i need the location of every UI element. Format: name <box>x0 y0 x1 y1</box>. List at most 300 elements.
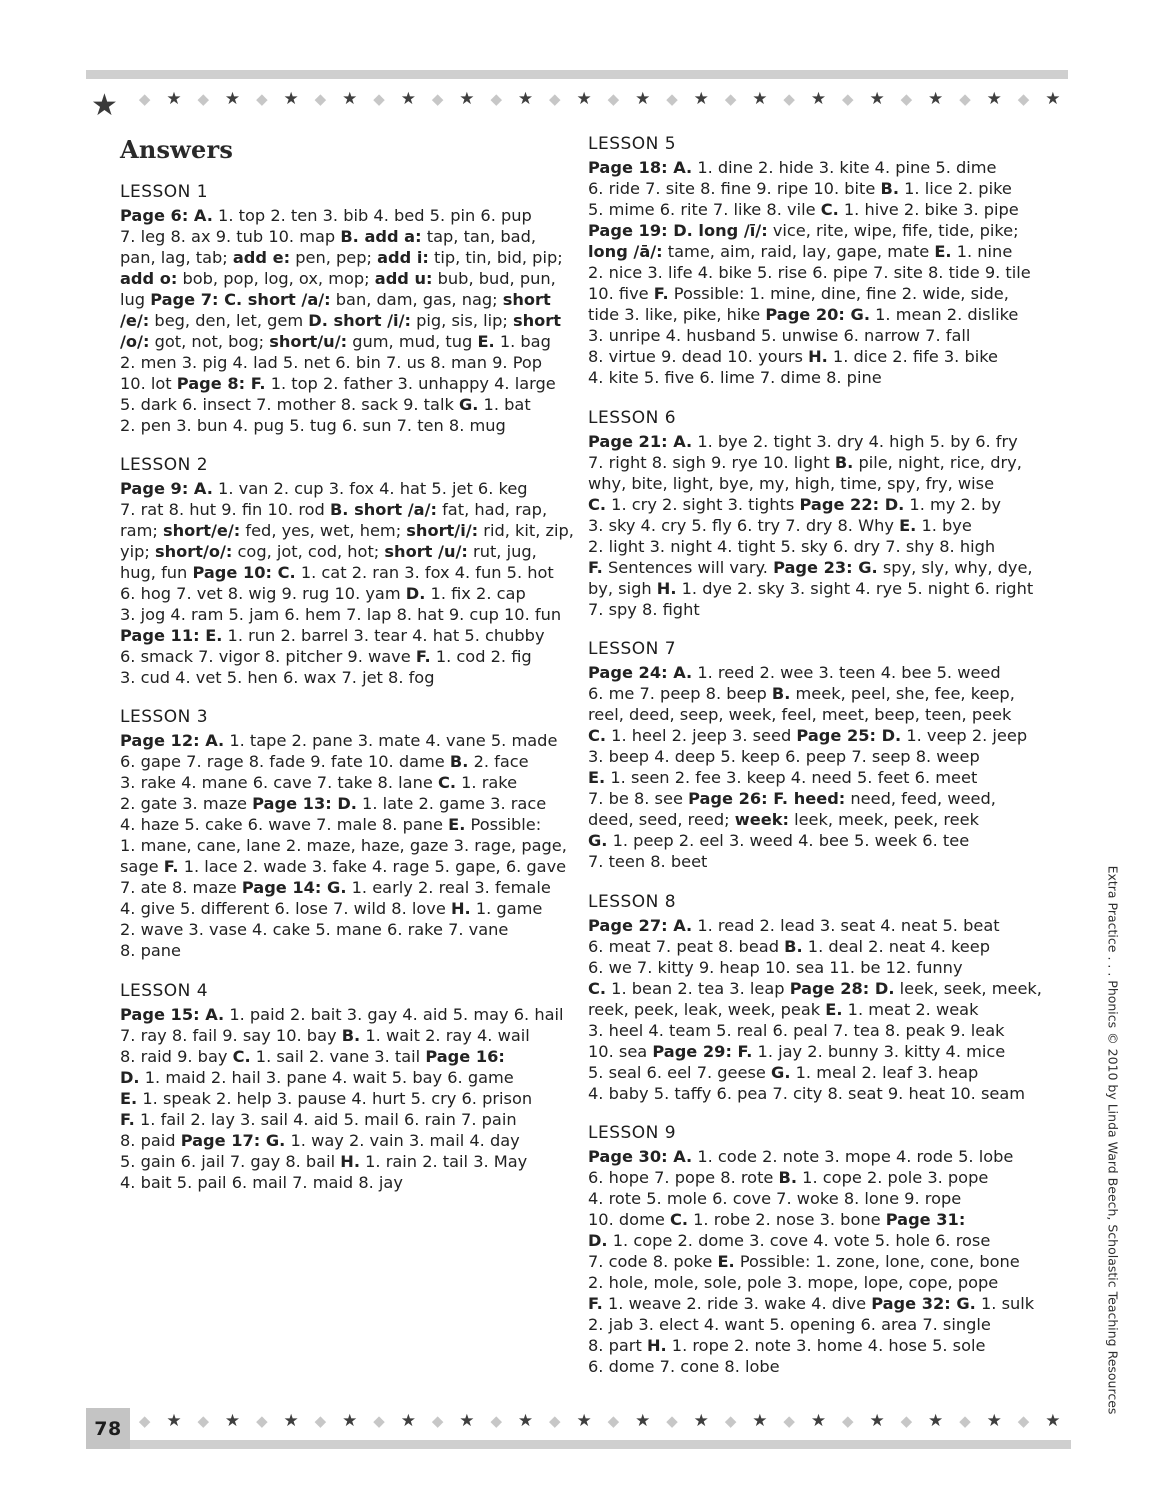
answer-label: Page 26: F. heed: <box>688 789 846 809</box>
diamond-icon: ◆ <box>490 90 502 108</box>
answer-line <box>588 1188 1058 1209</box>
lesson-8-section <box>588 891 1058 1104</box>
answer-label: short/i/: <box>406 521 479 541</box>
answer-label: H. <box>808 347 828 367</box>
answer-line <box>588 999 1058 1020</box>
star-icon: ★ <box>869 89 885 109</box>
diamond-icon: ◆ <box>549 90 561 108</box>
answer-text: fat, had, rap, <box>436 500 548 520</box>
answer-label: E. <box>717 1252 735 1272</box>
page-number-box <box>86 1408 130 1449</box>
answer-text: 1. veep 2. jeep <box>901 726 1028 746</box>
answer-line <box>588 915 1058 936</box>
answer-text: 6. ride 7. site 8. fine 9. ripe 10. bite <box>588 179 881 199</box>
answer-line <box>588 936 1058 957</box>
answer-text: 7. right 8. sigh 9. rye 10. light <box>588 453 835 473</box>
diamond-icon: ◆ <box>373 1412 385 1430</box>
answer-line <box>588 325 1058 346</box>
page-number: 78 <box>94 1417 122 1440</box>
star-icon: ★ <box>283 89 299 109</box>
answer-line <box>120 856 590 877</box>
answer-text: 1. rake <box>455 773 518 793</box>
answer-label: Page 32: G. <box>871 1294 976 1314</box>
answer-text: 1. cod 2. fig <box>430 647 532 667</box>
star-icon: ★ <box>752 89 768 109</box>
answer-text: 4. baby 5. taffy 6. pea 7. city 8. seat 9. heat 10. seam <box>588 1084 1026 1104</box>
answer-label: Page 19: D. long /ī/: <box>588 221 768 241</box>
answer-line <box>588 199 1058 220</box>
answer-text: 1. cat 2. ran 3. fox 4. fun 5. hot <box>295 563 554 583</box>
lesson-heading: LESSON 4 <box>120 981 209 1001</box>
answer-text: pen, pep; <box>290 248 378 268</box>
answer-text: fed, yes, wet, hem; <box>240 521 407 541</box>
star-icon: ★ <box>400 89 416 109</box>
diamond-icon: ◆ <box>549 1412 561 1430</box>
answer-label: E. <box>588 768 606 788</box>
star-icon: ★ <box>400 1411 416 1431</box>
answer-line <box>120 646 590 667</box>
answer-text: 1. rope 2. note 3. home 4. hose 5. sole <box>666 1336 986 1356</box>
answer-label: D. <box>120 1068 140 1088</box>
answer-text: 1. maid 2. hail 3. pane 4. wait 5. bay 6. game <box>139 1068 514 1088</box>
star-icon: ★ <box>459 1411 475 1431</box>
answer-line <box>588 452 1058 473</box>
answer-text: 1. sulk <box>975 1294 1035 1314</box>
lesson-9-section <box>588 1122 1058 1378</box>
answer-label: add i: <box>377 248 429 268</box>
answer-line <box>120 877 590 898</box>
answer-text: 4. rote 5. mole 6. cove 7. woke 8. lone 9. rope <box>588 1189 962 1209</box>
answer-text: vice, rite, wipe, fife, tide, pike; <box>767 221 1019 241</box>
answer-label: C. <box>232 1047 251 1067</box>
answer-line <box>120 226 590 247</box>
answer-line <box>588 978 1058 999</box>
answer-label: Page 11: E. <box>120 626 223 646</box>
answer-line <box>120 1046 590 1067</box>
answer-text: bob, pop, log, ox, mop; <box>177 269 375 289</box>
answer-label: Page 12: A. <box>120 731 225 750</box>
answer-line <box>120 352 590 373</box>
answer-label: C. <box>669 1210 688 1230</box>
answer-label: short /u/: <box>384 542 468 562</box>
diamond-icon: ◆ <box>724 90 737 108</box>
answer-line <box>588 599 1058 620</box>
answer-line <box>588 178 1058 199</box>
answer-text: 1. mane, cane, lane 2. maze, haze, gaze 3. rage, page, <box>120 836 567 856</box>
answer-text: 1. dice 2. fife 3. bike <box>827 347 999 367</box>
answer-text: 6. hog 7. vet 8. wig 9. rug 10. yam <box>120 584 406 604</box>
answer-text: 1. lice 2. pike <box>898 179 1012 199</box>
diamond-icon: ◆ <box>138 90 151 108</box>
answer-line <box>120 1172 590 1193</box>
star-icon: ★ <box>1045 1411 1061 1431</box>
answer-label: /o/: <box>120 332 150 352</box>
answer-text: 5. dark 6. insect 7. mother 8. sack 9. talk <box>120 395 459 415</box>
answer-text: 5. gain 6. jail 7. gay 8. bail <box>120 1152 341 1172</box>
answer-text: 6. dome 7. cone 8. lobe <box>588 1357 780 1377</box>
answer-label: Page 14: G. <box>241 878 347 898</box>
diamond-icon: ◆ <box>197 90 210 108</box>
answer-text: 6. me 7. peep 8. beep <box>588 684 772 704</box>
answer-label: E. <box>934 242 952 262</box>
answer-label: Page 15: A. <box>120 1005 225 1024</box>
answer-text: 10. sea <box>588 1042 653 1062</box>
answer-text: 1. dye 2. sky 3. sight 4. rye 5. night 6. right <box>676 579 1034 599</box>
answer-text: pile, night, rice, dry, <box>853 453 1022 473</box>
answer-label: B. <box>449 752 469 772</box>
answer-text: Sentences will vary. <box>602 558 774 578</box>
answer-line <box>588 1335 1058 1356</box>
answer-text: Possible: 1. mine, dine, fine 2. wide, side, <box>668 284 1009 304</box>
diamond-icon: ◆ <box>607 90 620 108</box>
answer-text: got, not, bog; <box>149 332 270 352</box>
diamond-icon: ◆ <box>373 90 385 108</box>
answer-line <box>120 520 590 541</box>
answer-label: Page 20: G. <box>765 305 870 325</box>
diamond-icon: ◆ <box>314 90 327 108</box>
answer-text: 2. gate 3. maze <box>120 794 253 814</box>
answer-text: meek, peel, she, fee, keep, <box>790 684 1015 704</box>
answer-label: Page 22: D. <box>799 495 905 515</box>
answer-text: 1. rain 2. tail 3. May <box>359 1152 528 1172</box>
answer-label: E. <box>448 815 466 835</box>
answer-line <box>120 919 590 940</box>
answer-label: B. <box>880 179 899 199</box>
answer-label: D. <box>588 1231 608 1251</box>
answer-text: tame, aim, raid, lay, gape, mate <box>662 242 935 262</box>
answer-line <box>588 767 1058 788</box>
star-icon: ★ <box>635 1411 651 1431</box>
answer-label: short <box>502 290 551 310</box>
answer-line <box>120 373 590 394</box>
answer-text: 3. heel 4. team 5. real 6. peal 7. tea 8. peak 9. leak <box>588 1021 1005 1041</box>
answer-line <box>588 1062 1058 1083</box>
answer-text: 2. light 3. night 4. tight 5. sky 6. dry 7. shy 8. high <box>588 537 996 557</box>
answer-text: 1. peep 2. eel 3. weed 4. bee 5. week 6. tee <box>607 831 970 851</box>
answer-text: 5. mime 6. rite 7. like 8. vile <box>588 200 821 220</box>
answer-text: 1. deal 2. neat 4. keep <box>802 937 990 957</box>
lesson-4-section <box>120 980 590 1193</box>
diamond-icon: ◆ <box>1017 1412 1030 1430</box>
answer-line <box>120 751 590 772</box>
star-icon: ★ <box>283 1411 299 1431</box>
answer-text: 7. rat 8. hut 9. fin 10. rod <box>120 500 330 520</box>
answer-line <box>588 367 1058 388</box>
lesson-heading: LESSON 2 <box>120 455 209 475</box>
answer-label: B. <box>341 1026 361 1046</box>
answer-text: 2. pen 3. bun 4. pug 5. tug 6. sun 7. ten 8. mug <box>120 416 506 436</box>
large-star-icon: ★ <box>91 88 118 123</box>
answer-text: 6. smack 7. vigor 8. pitcher 9. wave <box>120 647 416 667</box>
lesson-heading: LESSON 5 <box>588 134 677 154</box>
answer-text: 4. haze 5. cake 6. wave 7. male 8. pane <box>120 815 449 835</box>
answer-label: Page 16: <box>425 1047 505 1067</box>
answer-line <box>120 205 590 226</box>
answer-label: H. <box>646 1336 667 1356</box>
star-icon: ★ <box>928 89 944 109</box>
answer-text: 1. code 2. note 3. mope 4. rode 5. lobe <box>692 1147 1014 1166</box>
answer-label: Page 9: A. <box>120 479 213 498</box>
star-icon: ★ <box>635 89 651 109</box>
answer-line <box>120 898 590 919</box>
answer-text: reek, peek, leak, week, peak <box>588 1000 826 1020</box>
answer-label: Page 24: A. <box>588 663 693 682</box>
star-icon: ★ <box>517 89 534 109</box>
answer-text: pig, sis, lip; <box>410 311 513 331</box>
star-icon: ★ <box>693 1411 709 1431</box>
answer-label: Page 23: G. <box>773 558 878 578</box>
answer-text: tap, tan, bad, <box>421 227 537 247</box>
answer-line <box>120 1109 590 1130</box>
answer-text: 2. wave 3. vase 4. cake 5. mane 6. rake 7. vane <box>120 920 509 940</box>
answer-text: 1. sail 2. vane 3. tail <box>250 1047 426 1067</box>
answer-line <box>588 704 1058 725</box>
answer-text: 1. game <box>470 899 543 919</box>
diamond-icon: ◆ <box>900 1412 913 1430</box>
answer-label: B. <box>778 1168 798 1188</box>
answer-line <box>588 662 1058 683</box>
answer-text: why, bite, light, bye, my, high, time, spy, fry, wise <box>588 474 995 494</box>
answer-label: G. <box>458 395 479 415</box>
lesson-heading: LESSON 8 <box>588 892 677 912</box>
answer-line <box>588 683 1058 704</box>
answer-line <box>588 1146 1058 1167</box>
answer-line <box>588 1167 1058 1188</box>
answer-line <box>588 851 1058 872</box>
answer-text: 3. unripe 4. husband 5. unwise 6. narrow 7. fall <box>588 326 971 346</box>
answer-text: 1. weave 2. ride 3. wake 4. dive <box>602 1294 872 1314</box>
diamond-icon: ◆ <box>431 90 444 108</box>
answer-line <box>588 1293 1058 1314</box>
star-icon: ★ <box>517 1411 534 1431</box>
answer-text: 7. code 8. poke <box>588 1252 718 1272</box>
answer-text: reel, deed, seep, week, feel, meet, beep, teen, peek <box>588 705 1012 725</box>
answer-line <box>120 1004 590 1025</box>
answer-label: E. <box>899 516 917 536</box>
answer-text: 8. virtue 9. dead 10. yours <box>588 347 809 367</box>
answer-label: E. <box>825 1000 843 1020</box>
answer-label: H. <box>340 1152 360 1172</box>
diamond-icon: ◆ <box>842 1412 854 1430</box>
lesson-heading: LESSON 3 <box>120 707 209 727</box>
answer-line <box>588 304 1058 325</box>
answer-line <box>588 515 1058 536</box>
answer-text: ram; <box>120 521 163 541</box>
answer-label: F. <box>120 1110 135 1130</box>
answer-line <box>588 262 1058 283</box>
answer-line <box>120 247 590 268</box>
answer-line <box>588 1356 1058 1377</box>
answer-text: 6. meat 7. peat 8. bead <box>588 937 785 957</box>
diamond-icon: ◆ <box>490 1412 502 1430</box>
answer-line <box>120 604 590 625</box>
answer-label: Page 30: A. <box>588 1147 693 1166</box>
answer-text: 1. dine 2. hide 3. kite 4. pine 5. dime <box>692 158 997 177</box>
answer-text: 1. my 2. by <box>904 495 1001 515</box>
answer-line <box>588 809 1058 830</box>
answer-label: E. <box>477 332 495 352</box>
answer-label: Page 6: A. <box>120 206 213 225</box>
answer-label: C. <box>437 773 456 793</box>
answer-text: tip, tin, bid, pip; <box>428 248 563 268</box>
answer-text: 4. bait 5. pail 6. mail 7. maid 8. jay <box>120 1173 403 1193</box>
answer-label: Page 8: F. <box>176 374 266 394</box>
answer-text: 1. speak 2. help 3. pause 4. hurt 5. cry 6. prison <box>137 1089 533 1109</box>
answer-text: by, sigh <box>588 579 657 599</box>
star-icon: ★ <box>342 1411 358 1431</box>
answer-label: Page 7: C. short /a/: <box>150 290 331 310</box>
answer-label: F. <box>653 284 669 304</box>
answer-line <box>120 1151 590 1172</box>
answer-line <box>588 1314 1058 1335</box>
answer-line <box>120 394 590 415</box>
answer-text: yip; <box>120 542 155 562</box>
answer-line <box>588 1272 1058 1293</box>
copyright-credit: Extra Practice . . . Phonics © 2010 by Linda Ward Beech, Scholastic Teaching Resources <box>1105 865 1121 1415</box>
answer-text: 1. bat <box>478 395 531 415</box>
answer-text: 1. cry 2. sight 3. tights <box>606 495 800 515</box>
answer-label: B. <box>784 937 803 957</box>
answer-label: D. <box>405 584 426 604</box>
answer-text: 1. jay 2. bunny 3. kitty 4. mice <box>752 1042 1006 1062</box>
star-icon: ★ <box>869 1411 885 1431</box>
answer-line <box>120 940 590 961</box>
answer-label: Page 29: F. <box>652 1042 753 1062</box>
diamond-icon: ◆ <box>959 90 971 108</box>
star-icon: ★ <box>576 1411 592 1431</box>
answer-text: 1. way 2. vain 3. mail 4. day <box>285 1131 520 1151</box>
answer-label: Page 21: A. <box>588 432 693 451</box>
answer-line <box>120 1088 590 1109</box>
lesson-heading: LESSON 6 <box>588 408 677 428</box>
answer-text: 1. seen 2. fee 3. keep 4. need 5. feet 6. meet <box>605 768 978 788</box>
star-icon: ★ <box>986 1411 1002 1431</box>
diamond-icon: ◆ <box>959 1412 971 1430</box>
answer-text: 5. seal 6. eel 7. geese <box>588 1063 772 1083</box>
answer-label: add o: <box>120 269 178 289</box>
answer-line <box>120 625 590 646</box>
star-icon: ★ <box>752 1411 768 1431</box>
answer-line <box>588 578 1058 599</box>
answer-text: bub, bud, pun, <box>432 269 556 289</box>
diamond-icon: ◆ <box>256 90 268 108</box>
answer-text: 1. bye 2. tight 3. dry 4. high 5. by 6. fry <box>692 432 1018 451</box>
answer-label: G. <box>588 831 608 851</box>
answer-line <box>120 268 590 289</box>
answer-text: 1. bag <box>494 332 551 352</box>
answer-text: 6. hope 7. pope 8. rote <box>588 1168 779 1188</box>
answer-line <box>588 725 1058 746</box>
answer-line <box>120 772 590 793</box>
answer-line <box>588 1209 1058 1230</box>
answer-label: C. <box>588 726 607 746</box>
answer-text: 1. nine <box>951 242 1013 262</box>
answer-label: Page 31: <box>885 1210 966 1230</box>
answer-text: 1. van 2. cup 3. fox 4. hat 5. jet 6. keg <box>212 479 528 498</box>
answer-line <box>588 431 1058 452</box>
lesson-5-section <box>588 133 1058 389</box>
answer-text: 1. bye <box>916 516 972 536</box>
answer-text: 7. teen 8. beet <box>588 852 708 872</box>
answer-line <box>120 814 590 835</box>
answer-line <box>588 283 1058 304</box>
diamond-icon: ◆ <box>431 1412 444 1430</box>
star-icon: ★ <box>166 89 182 109</box>
answer-text: 3. rake 4. mane 6. cave 7. take 8. lane <box>120 773 438 793</box>
lesson-heading: LESSON 9 <box>588 1123 677 1143</box>
lesson-6-section <box>588 407 1058 620</box>
answer-text: 1. fail 2. lay 3. sail 4. aid 5. mail 6. rain 7. pain <box>134 1110 517 1130</box>
lesson-heading: LESSON 1 <box>120 182 209 202</box>
answer-line <box>588 957 1058 978</box>
answer-text: 1. cope 2. dome 3. cove 4. vote 5. hole 6. rose <box>607 1231 991 1251</box>
star-icon: ★ <box>810 1411 827 1431</box>
answer-text: 1. late 2. game 3. race <box>356 794 547 814</box>
answer-line <box>588 1083 1058 1104</box>
answer-text: 3. sky 4. cry 5. fly 6. try 7. dry 8. Why <box>588 516 900 536</box>
answer-text: rut, jug, <box>467 542 537 562</box>
star-icon: ★ <box>928 1411 944 1431</box>
answer-text: 4. give 5. different 6. lose 7. wild 8. love <box>120 899 451 919</box>
answer-text: 1. meal 2. leaf 3. heap <box>790 1063 979 1083</box>
answer-label: H. <box>450 899 471 919</box>
diamond-icon: ◆ <box>842 90 854 108</box>
answer-line <box>588 788 1058 809</box>
answer-text: 1. early 2. real 3. female <box>346 878 551 898</box>
star-icon: ★ <box>1045 89 1061 109</box>
answer-text: 2. nice 3. life 4. bike 5. rise 6. pipe 7. site 8. tide 9. tile <box>588 263 1031 283</box>
answer-label: /e/: <box>120 311 150 331</box>
star-icon: ★ <box>986 89 1002 109</box>
star-icon: ★ <box>576 89 592 109</box>
answer-line <box>588 1041 1058 1062</box>
diamond-icon: ◆ <box>138 1412 151 1430</box>
answer-text: ban, dam, gas, nag; <box>330 290 503 310</box>
answer-line <box>588 1230 1058 1251</box>
answer-line <box>120 289 590 310</box>
answer-text: need, feed, weed, <box>845 789 996 809</box>
star-icon: ★ <box>224 89 241 109</box>
answer-text: 10. dome <box>588 1210 670 1230</box>
diamond-icon: ◆ <box>783 90 795 108</box>
answer-line <box>120 331 590 352</box>
answer-text: 4. kite 5. five 6. lime 7. dime 8. pine <box>588 368 882 388</box>
answer-text: 10. lot <box>120 374 177 394</box>
answer-line <box>120 562 590 583</box>
answer-text: 2. men 3. pig 4. lad 5. net 6. bin 7. us 8. man 9. Pop <box>120 353 543 373</box>
answer-line <box>120 415 590 436</box>
answer-line <box>120 541 590 562</box>
answer-line <box>120 310 590 331</box>
answer-text: 7. ray 8. fail 9. say 10. bay <box>120 1026 342 1046</box>
answer-line <box>588 536 1058 557</box>
answer-line <box>588 746 1058 767</box>
star-icon: ★ <box>810 89 827 109</box>
answer-text: spy, sly, why, dye, <box>877 558 1033 578</box>
bottom-divider-bar <box>130 1440 1071 1449</box>
answer-label: Page 17: G. <box>180 1131 286 1151</box>
star-icon: ★ <box>224 1411 241 1431</box>
answer-line <box>588 494 1058 515</box>
answer-label: short/o/: <box>154 542 233 562</box>
bottom-star-border <box>130 1409 1070 1433</box>
answer-label: E. <box>120 1089 138 1109</box>
answer-label: short <box>513 311 562 331</box>
answer-label: B. <box>771 684 791 704</box>
answer-text: 7. leg 8. ax 9. tub 10. map <box>120 227 341 247</box>
answer-label: G. <box>771 1063 791 1083</box>
answer-label: B. <box>834 453 854 473</box>
